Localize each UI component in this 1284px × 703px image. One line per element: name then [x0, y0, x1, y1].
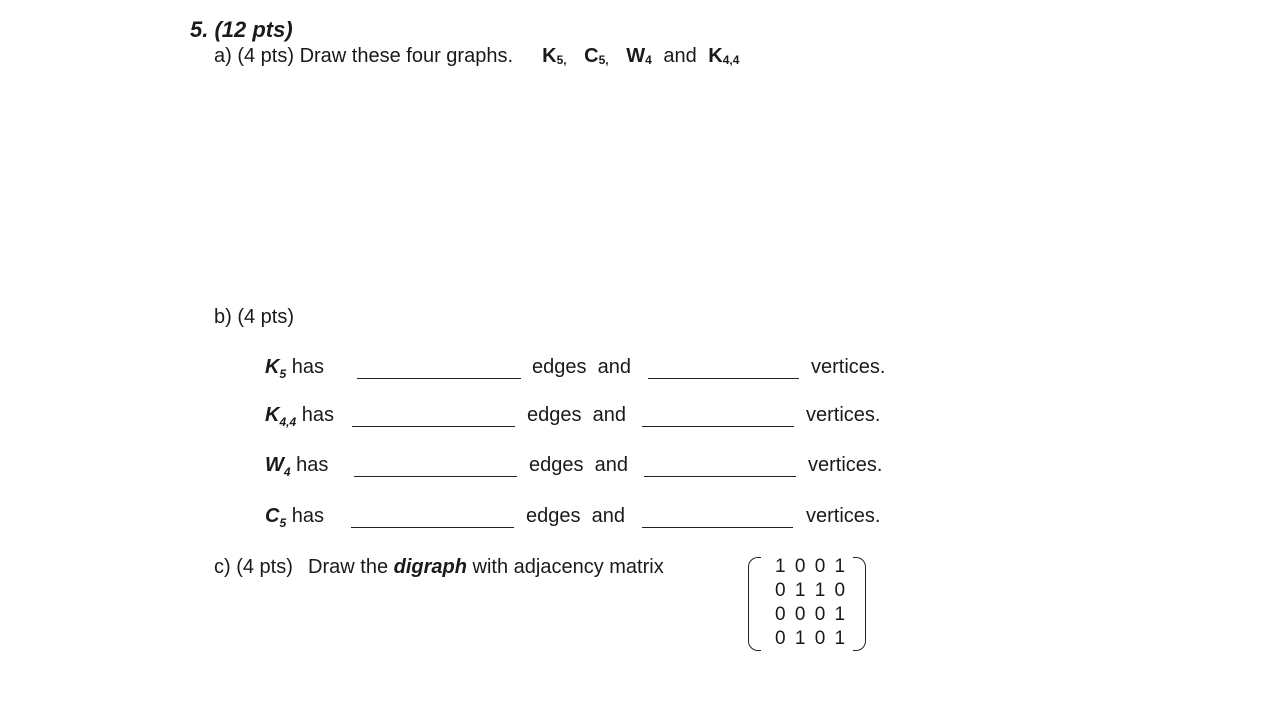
k5-edges-blank[interactable]	[357, 377, 521, 379]
and-word: and	[663, 45, 697, 67]
graph-c5: $C_{5,}$	[584, 45, 609, 67]
row-k5-graph: $K_5$ has	[265, 356, 324, 381]
w4-vertices-label: vertices.	[808, 454, 883, 476]
c5-vertices-blank[interactable]	[642, 526, 793, 528]
w4-vertices-blank[interactable]	[644, 475, 796, 477]
right-bracket	[853, 557, 866, 651]
question-title: 5. (12 pts)	[190, 17, 293, 42]
matrix-row: 1 0 0 1	[775, 556, 848, 577]
k44-vertices-label: vertices.	[806, 404, 881, 426]
part-c-draw-the: Draw the	[308, 556, 389, 578]
part-a-line	[214, 45, 745, 68]
matrix-row: 0 0 0 1	[775, 604, 848, 625]
row-w4-graph: $W_4$ has	[265, 454, 329, 479]
part-c-prefix: c) (4 pts)	[214, 556, 293, 578]
matrix-row: 0 1 1 0	[775, 580, 848, 601]
part-c-digraph: digraph	[393, 556, 467, 578]
c5-vertices-label: vertices.	[806, 505, 881, 527]
part-b-label: b) (4 pts)	[214, 306, 295, 328]
part-c-suffix: with adjacency matrix	[472, 556, 664, 578]
graph-k44: $K_{4,4}$	[708, 45, 740, 67]
w4-edges-label: edges and	[529, 454, 628, 476]
part-a-text: a) (4 pts) Draw these four graphs.	[214, 45, 514, 67]
k44-vertices-blank[interactable]	[642, 425, 794, 427]
k44-edges-label: edges and	[527, 404, 626, 426]
k5-edges-label: edges and	[532, 356, 631, 378]
graph-w4: $W_4$	[626, 45, 652, 67]
part-c-line	[214, 556, 664, 579]
row-k44-graph: $K_{4,4}$ has	[265, 404, 334, 429]
k5-vertices-blank[interactable]	[648, 377, 799, 379]
matrix-row: 0 1 0 1	[775, 628, 848, 649]
c5-edges-blank[interactable]	[351, 526, 514, 528]
adjacency-matrix	[745, 555, 869, 651]
c5-edges-label: edges and	[526, 505, 625, 527]
k5-vertices-label: vertices.	[811, 356, 886, 378]
row-c5-graph: $C_5$ has	[265, 505, 324, 530]
left-bracket	[748, 557, 761, 651]
graph-k5: $K_{5,}$	[542, 45, 567, 67]
w4-edges-blank[interactable]	[354, 475, 517, 477]
k44-edges-blank[interactable]	[352, 425, 515, 427]
